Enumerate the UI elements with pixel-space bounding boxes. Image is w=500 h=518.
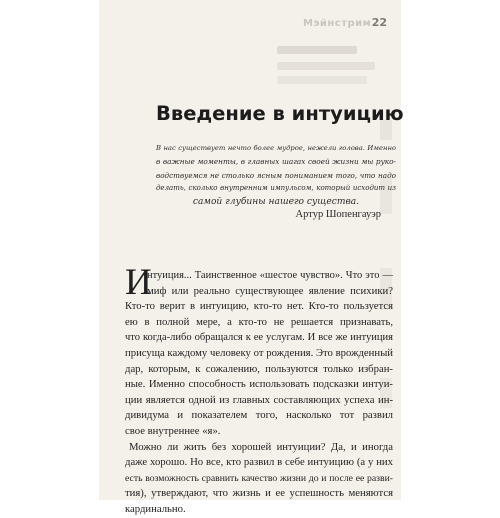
book-page	[99, 0, 404, 515]
running-title: Мэйнстрим	[303, 18, 372, 29]
body-line: Кто-то верит в интуицию, кто-то нет. Кто-то пользуется	[125, 300, 393, 313]
body-line: что когда-либо обращался к ее услугам. И все же интуиция	[125, 332, 393, 344]
body-line: Можно ли жить без хорошей интуиции? Да, и иногда	[129, 440, 393, 453]
epigraph-line: водствуемся не столько ясным пониманием того, что надо	[156, 170, 396, 180]
bleed-through-line	[277, 62, 375, 70]
body-line: тия), утверждают, что жизнь и ее успешность меняются	[125, 487, 393, 500]
epigraph	[156, 142, 396, 209]
page-number: 22	[371, 16, 387, 29]
epigraph-line: самой глубины нашего существа.	[192, 196, 360, 207]
epigraph-line: в важные моменты, в главных шагах своей жизни мы руко-	[156, 157, 396, 167]
chapter-title: Введение в интуицию	[156, 102, 404, 125]
body-line: миф или реально существующее явление психики?	[147, 284, 393, 297]
drop-cap: И	[125, 262, 152, 303]
body-line: нтуиция... Таинственное «шестое чувство». Что это —	[147, 270, 393, 281]
epigraph-line: делать, сколько внутренним импульсом, который исходит из	[156, 184, 396, 193]
bleed-through-line	[277, 76, 367, 84]
body-line: свое внутреннее «я».	[125, 424, 221, 437]
body-text	[125, 268, 393, 518]
body-line: ею в полной мере, а кто-то не решается признавать,	[125, 315, 393, 328]
body-line: дивидума и показателем того, насколько тот развил	[125, 409, 393, 422]
body-line: ные. Именно способность использовать подсказки интуи-	[125, 378, 393, 391]
bleed-through-line	[277, 46, 357, 54]
body-line: кардинально.	[125, 502, 186, 515]
epigraph-author: Артур Шопенгауэр	[295, 209, 381, 220]
body-line: присуща каждому человеку от рождения. Это врожденный	[125, 346, 393, 359]
body-line: дар, которым, к сожалению, пользуются только избран-	[125, 362, 393, 375]
body-line: даже хорошо. Но все, кто развил в себе интуицию (а у них	[125, 456, 393, 469]
body-line: есть возможность сравнить качество жизни до и после ее разви-	[125, 472, 393, 484]
epigraph-line: В нас существует нечто более мудрое, нежели голова. Именно	[156, 144, 396, 152]
body-line: ции является одной из главных составляющих успеха ин-	[125, 393, 393, 406]
